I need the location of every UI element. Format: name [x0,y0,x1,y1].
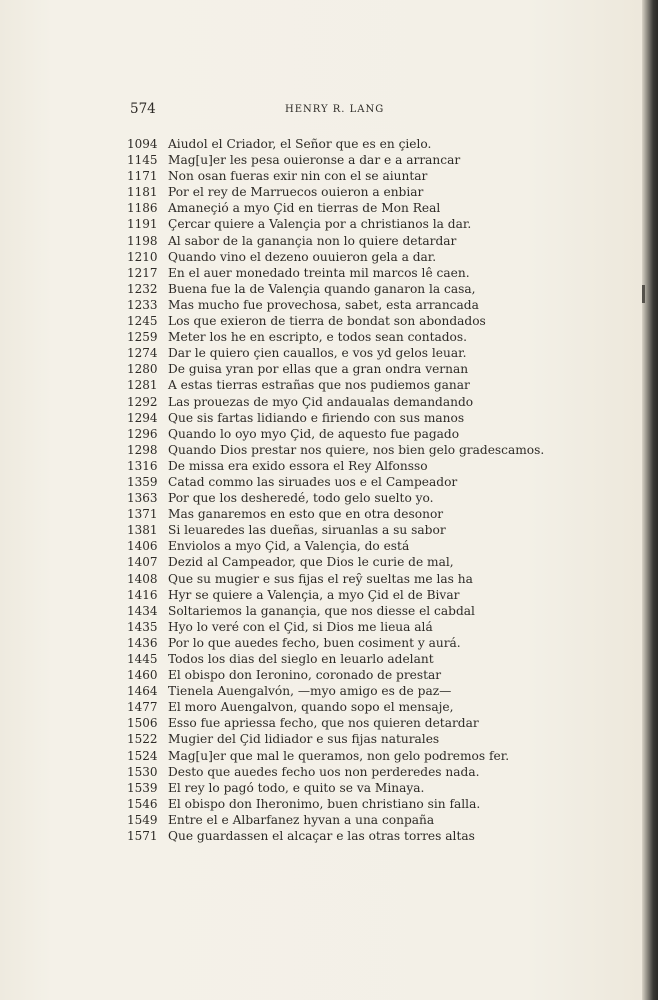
verse-line [127,458,547,474]
verse-text: Hyr se quiere a Valençia, a myo Çid el de Bivar [168,587,460,602]
verse-number: 1210 [127,249,158,264]
verse-text: Quando Dios prestar nos quiere, nos bien gelo gradescamos. [168,442,545,457]
verse-number: 1522 [127,732,158,747]
verse-number: 1233 [127,297,158,312]
verse-line [127,265,547,281]
verse-text: El obispo don Ieronino, coronado de prestar [168,668,442,683]
verse-text: El rey lo pagó todo, e quito se va Minaya. [168,780,425,795]
verse-text: Desto que auedes fecho uos non perderedes nada. [168,764,480,779]
verse-number: 1416 [127,587,158,602]
verse-text: Por el rey de Marruecos ouieron a enbiar [168,185,424,200]
verse-text: Esso fue apriessa fecho, que nos quieren detardar [168,716,479,731]
verse-text: Quando vino el dezeno ouuieron gela a dar. [168,249,437,264]
verse-number: 1280 [127,362,158,377]
verse-text: Al sabor de la ganançia non lo quiere detardar [168,233,457,248]
verse-text: Soltariemos la ganançia, que nos diesse el cabdal [168,603,475,618]
verse-line [127,587,547,603]
verse-text: Enviolos a myo Çid, a Valençia, do está [168,539,410,554]
verse-line [127,635,547,651]
verse-number: 1094 [127,137,158,151]
verse-line [127,345,547,361]
verse-number: 1298 [127,442,158,457]
verse-number: 1274 [127,346,158,361]
verse-line [127,715,547,731]
verse-text: Amaneçió a myo Çid en tierras de Mon Real [168,201,441,216]
verse-text: De guisa yran por ellas que a gran ondra vernan [168,362,469,377]
verse-number: 1145 [127,153,158,168]
verse-number: 1186 [127,201,158,216]
verse-line [127,136,547,152]
verse-number: 1198 [127,233,158,248]
verse-number: 1217 [127,265,158,280]
verse-number: 1460 [127,668,158,683]
verse-number: 1477 [127,700,158,715]
page-edge-shadow [642,0,658,1000]
verse-number: 1435 [127,619,158,634]
verse-number: 1281 [127,378,158,393]
verse-line [127,812,547,828]
verse-text: Por lo que auedes fecho, buen cosiment y aurá. [168,635,461,650]
verse-text: Mas ganaremos en esto que en otra desonor [168,507,444,522]
verse-number: 1245 [127,314,158,329]
verse-line [127,216,547,232]
verse-line [127,796,547,812]
verse-list [127,136,547,844]
verse-line [127,538,547,554]
verse-text: De missa era exido essora el Rey Alfonsso [168,458,428,473]
page-number: 574 [130,101,156,117]
verse-number: 1181 [127,185,158,200]
verse-line [127,233,547,249]
verse-text: Dezid al Campeador, que Dios le curie de mal, [168,555,454,570]
verse-number: 1371 [127,507,158,522]
verse-number: 1296 [127,426,158,441]
verse-text: El moro Auengalvon, quando sopo el mensaje, [168,700,454,715]
verse-text: Todos los dias del sieglo en leuarlo adelant [168,652,434,666]
verse-number: 1406 [127,539,158,554]
verse-text: Meter los he en escripto, e todos sean contados. [168,330,468,345]
verse-number: 1294 [127,410,158,425]
verse-text: Que su mugier e sus fijas el rey̑ sueltas me las ha [168,571,473,586]
verse-line [127,184,547,200]
running-title: HENRY R. LANG [285,104,385,115]
verse-line [127,152,547,168]
verse-line [127,683,547,699]
verse-line [127,281,547,297]
verse-text: Las prouezas de myo Çid andaualas demandando [168,394,474,409]
verse-number: 1464 [127,684,158,699]
verse-text: Si leuaredes las dueñas, siruanlas a su sabor [168,523,446,538]
verse-number: 1506 [127,716,158,731]
verse-number: 1232 [127,281,158,296]
verse-line [127,828,547,844]
verse-line [127,377,547,393]
page-header [130,101,510,123]
verse-number: 1436 [127,635,158,650]
verse-line [127,394,547,410]
verse-number: 1524 [127,748,158,763]
verse-number: 1571 [127,829,158,844]
verse-line [127,490,547,506]
verse-number: 1549 [127,812,158,827]
verse-text: Los que exieron de tierra de bondat son abondados [168,314,486,329]
verse-line [127,571,547,587]
verse-text: Non osan fueras exir nin con el se aiuntar [168,169,428,184]
verse-line [127,249,547,265]
verse-line [127,764,547,780]
verse-text: Dar le quiero çien cauallos, e vos yd gelos leuar. [168,346,467,361]
verse-text: En el auer monedado treinta mil marcos lê caen. [168,265,470,280]
verse-number: 1445 [127,652,158,666]
verse-line [127,297,547,313]
verse-line [127,506,547,522]
verse-line [127,651,547,667]
binding-mark [642,285,645,303]
verse-number: 1381 [127,523,158,538]
verse-line [127,168,547,184]
verse-text: Mugier del Çid lidiador e sus fijas naturales [168,732,440,747]
verse-text: Buena fue la de Valençia quando ganaron la casa, [168,281,476,296]
verse-text: Catad commo las siruades uos e el Campeador [168,474,458,489]
verse-line [127,603,547,619]
verse-line [127,522,547,538]
verse-line [127,780,547,796]
verse-text: Mag[u]er que mal le queramos, non gelo podremos fer. [168,748,510,763]
verse-text: Mas mucho fue provechosa, sabet, esta arrancada [168,297,479,312]
verse-number: 1539 [127,780,158,795]
verse-number: 1408 [127,571,158,586]
verse-line [127,474,547,490]
verse-text: A estas tierras estrañas que nos pudiemos ganar [168,378,470,393]
verse-text: Tienela Auengalvón, —myo amigo es de paz— [168,684,452,699]
verse-line [127,361,547,377]
verse-text: El obispo don Iheronimo, buen christiano sin falla. [168,796,481,811]
verse-number: 1546 [127,796,158,811]
verse-line [127,731,547,747]
verse-line [127,329,547,345]
verse-number: 1407 [127,555,158,570]
verse-number: 1191 [127,217,158,232]
verse-text: Aiudol el Criador, el Señor que es en çielo. [168,137,432,151]
verse-number: 1259 [127,330,158,345]
verse-text: Entre el e Albarfanez hyvan a una conpaña [168,812,435,827]
verse-number: 1292 [127,394,158,409]
verse-line [127,426,547,442]
verse-number: 1316 [127,458,158,473]
verse-text: Hyo lo veré con el Çid, si Dios me lieua alá [168,619,433,634]
verse-text: Çercar quiere a Valençia por a christianos la dar. [168,217,472,232]
verse-number: 1530 [127,764,158,779]
verse-text: Que sis fartas lidiando e firiendo con sus manos [168,410,465,425]
verse-number: 1171 [127,169,158,184]
verse-line [127,748,547,764]
verse-line [127,619,547,635]
verse-number: 1363 [127,491,158,506]
verse-line [127,313,547,329]
verse-line [127,699,547,715]
verse-number: 1359 [127,474,158,489]
verse-line [127,667,547,683]
verse-line [127,442,547,458]
verse-number: 1434 [127,603,158,618]
verse-line [127,410,547,426]
verse-line [127,200,547,216]
verse-text: Mag[u]er les pesa ouieronse a dar e a arrancar [168,153,461,168]
verse-text: Por que los desheredé, todo gelo suelto yo. [168,491,434,506]
verse-text: Quando lo oyo myo Çid, de aquesto fue pagado [168,426,460,441]
verse-text: Que guardassen el alcaçar e las otras torres altas [168,829,475,844]
verse-line [127,554,547,570]
